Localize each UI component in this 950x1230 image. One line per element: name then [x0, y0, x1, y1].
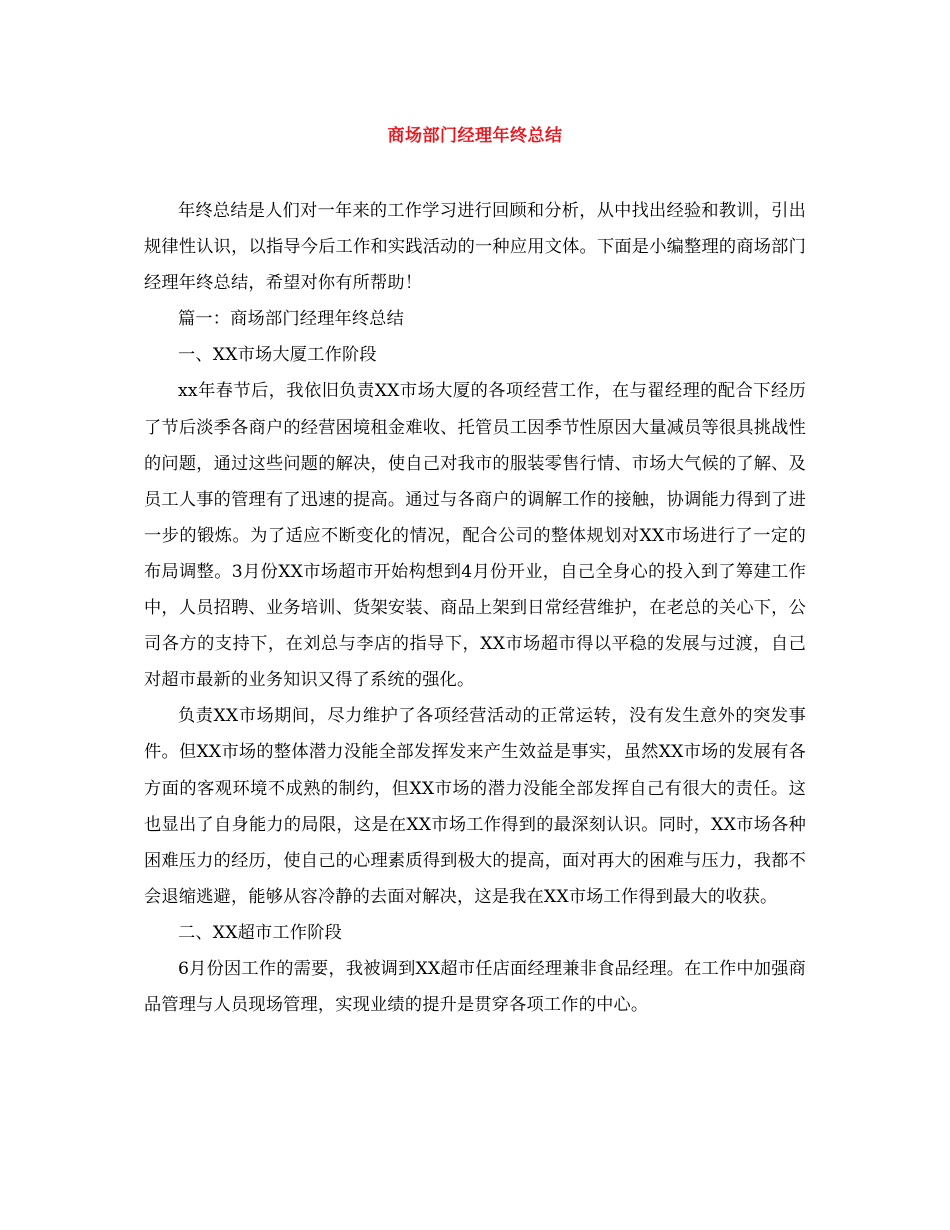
paragraph-section-1-body: xx年春节后，我依旧负责XX市场大厦的各项经营工作，在与翟经理的配合下经历了节后淡季各商户的经营困境租金难收、托管员工因季节性原因大量减员等很具挑战性的问题，通过这些问题的解决，使自己对我市的服装零售行情、市场大气候的了解、及员工人事的管理有了迅速的提高。通过与各商户的调解工作的接触，协调能力得到了进一步的锻炼。为了适应不断变化的情况，配合公司的整体规划对XX市场进行了一定的布局调整。3月份XX市场超市开始构想到4月份开业，自己全身心的投入到了筹建工作中，人员招聘、业务培训、货架安装、商品上架到日常经营维护，在老总的关心下，公司各方的支持下，在刘总与李店的指导下，XX市场超市得以平稳的发展与过渡，自己对超市最新的业务知识又得了系统的强化。	[144, 381, 806, 691]
paragraph-section-1-heading: 一、XX市场大厦工作阶段	[178, 345, 377, 366]
paragraph-section-2-heading: 二、XX超市工作阶段	[178, 922, 342, 943]
paragraph-intro: 年终总结是人们对一年来的工作学习进行回顾和分析，从中找出经验和教训，引出规律性认识，以指导今后工作和实践活动的一种应用文体。下面是小编整理的商场部门经理年终总结，希望对你有所帮助！	[144, 201, 806, 294]
document-body	[144, 193, 806, 1023]
paragraph-section-2-body: 6月份因工作的需要，我被调到XX超市任店面经理兼非食品经理。在工作中加强商品管理与人员现场管理，实现业绩的提升是贯穿各项工作的中心。	[144, 958, 806, 1016]
paragraph-part-heading: 篇一：商场部门经理年终总结	[178, 309, 405, 330]
paragraph-section-1-reflection: 负责XX市场期间，尽力维护了各项经营活动的正常运转，没有发生意外的突发事件。但XX市场的整体潜力没能全部发挥发来产生效益是事实，虽然XX市场的发展有各方面的客观环境不成熟的制约，但XX市场的潜力没能全部发挥自己有很大的责任。这也显出了自身能力的局限，这是在XX市场工作得到的最深刻认识。同时，XX市场各种困难压力的经历，使自己的心理素质得到极大的提高，面对再大的困难与压力，我都不会退缩逃避，能够从容冷静的去面对解决，这是我在XX市场工作得到最大的收获。	[144, 706, 806, 907]
document-title: 商场部门经理年终总结	[387, 126, 563, 146]
